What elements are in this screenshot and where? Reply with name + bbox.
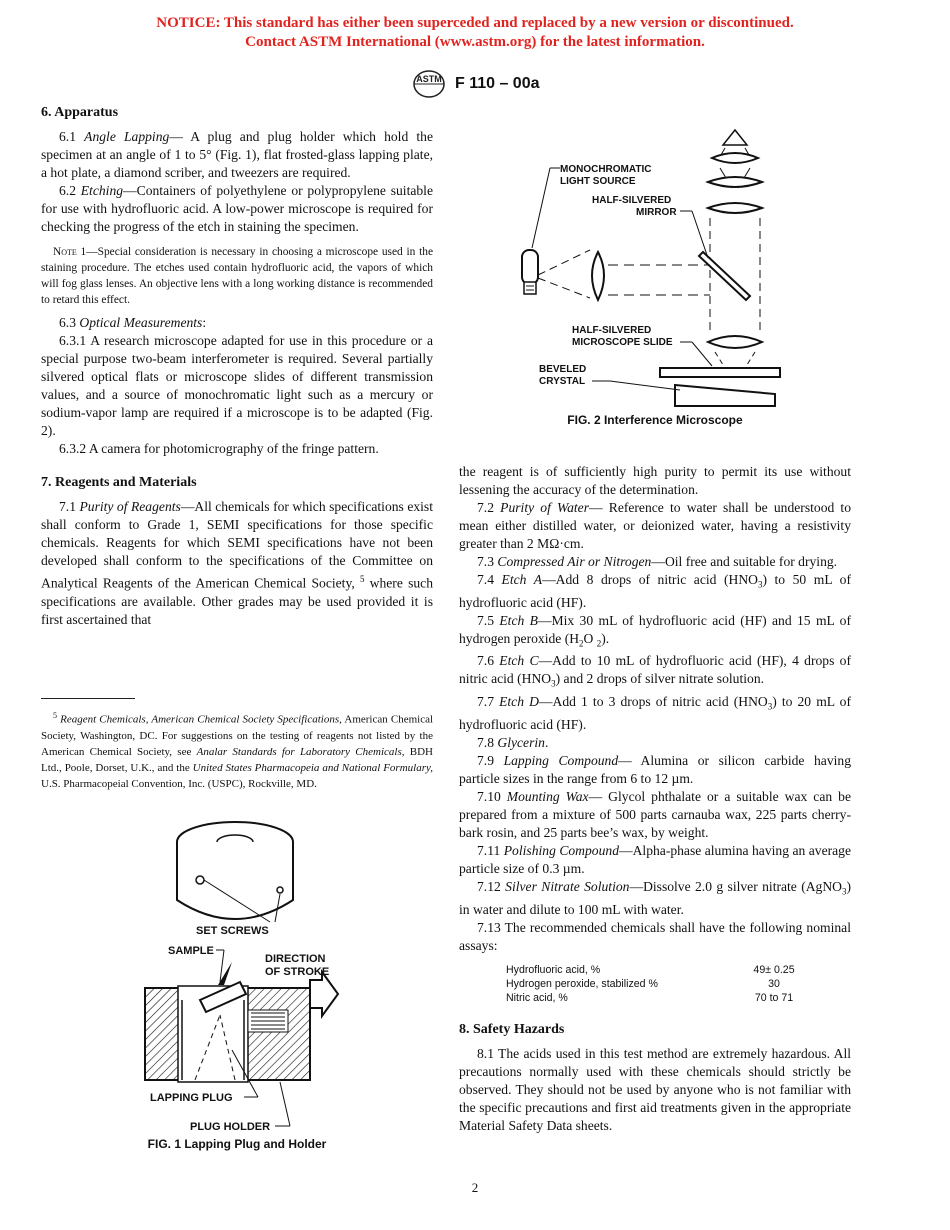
para-7-3: 7.3 Compressed Air or Nitrogen—Oil free and suitable for drying. [477, 554, 838, 569]
label-half-silvered-2: HALF-SILVERED [572, 325, 652, 336]
assay-table [506, 963, 806, 1005]
notice-line-1: NOTICE: This standard has either been superceded and replaced by a new version or discontinued. [156, 15, 794, 31]
assay-value: 49± 0.25 [753, 963, 795, 976]
section-8-title: 8. Safety Hazards [459, 1021, 565, 1037]
para-8-1: 8.1 The acids used in this test method are extremely hazardous. All precautions normally used with these chemicals should strictly be observed. They should not be used by anyone who is not familiar with the specific precautions and first aid treatments given in the appropriate Material Safety Data sheets. [459, 1045, 851, 1133]
assay-value: 70 to 71 [754, 991, 794, 1004]
label-set-screws: SET SCREWS [196, 925, 269, 937]
label-mirror: MIRROR [636, 207, 677, 218]
assay-name: Hydrofluoric acid, % [506, 963, 601, 976]
assay-value: 30 [768, 977, 780, 990]
para-7-13: 7.13 The recommended chemicals shall have the following nominal assays: [459, 919, 851, 953]
label-lapping-plug: LAPPING PLUG [150, 1092, 233, 1104]
logo-text: ASTM [415, 74, 442, 84]
para-6-3-1: 6.3.1 A research microscope adapted for use in this procedure or a special purpose two-beam interferometer is required. Several partially silvered optical flats or microscope slides of different transmission values, and a source of monochromatic light such as a mercury or sodium-vapor lamp are required if a microscope is to be adapted (Fig. 2). [41, 333, 433, 438]
para-6-3-2: 6.3.2 A camera for photomicrography of the fringe pattern. [59, 441, 379, 456]
label-sample: SAMPLE [168, 945, 214, 957]
label-half-silvered-1: HALF-SILVERED [592, 195, 672, 206]
para-7-1-continued: the reagent is of sufficiently high purity to permit its use without lessening the accuracy of the determination. [459, 464, 851, 497]
document-header [0, 69, 950, 99]
table-row [506, 963, 806, 977]
notice-banner [0, 14, 950, 52]
label-plug-holder: PLUG HOLDER [190, 1121, 271, 1133]
label-crystal: CRYSTAL [539, 376, 586, 387]
figure-1-drawing [120, 810, 360, 1140]
para-7-4: 7.4 Etch A—Add 8 drops of nitric acid $(HNO_3)$ to 50 mL of hydrofluoric acid (HF). [459, 572, 852, 610]
label-direction: DIRECTION [265, 953, 326, 965]
figure-1-caption: FIG. 1 Lapping Plug and Holder [147, 1137, 327, 1151]
para-7-8: 7.8 Glycerin. [477, 734, 549, 750]
para-7-1: 7.1 Purity of Reagents—All chemicals for which specifications exist shall conform to Grade 1, SEMI specifications for those specific chemicals. Reagents for which SEMI specifications have not been developed shall conform to the specifications of the Committee on Analytical Reagents of the American Chemical Society, $^5$ where such specifications are available. Other grades may be used provided it is first ascertained that [41, 499, 433, 627]
para-6-1: 6.1 Angle Lapping— A plug and plug holder which hold the specimen at an angle of 1 to 5° (Fig. 1), flat frosted-glass lapping plate, a hot plate, a diamond scriber, and tweezers are required. [41, 129, 433, 180]
section-7-title: 7. Reagents and Materials [41, 475, 197, 490]
assay-name: Hydrogen peroxide, stabilized % [506, 977, 658, 990]
label-monochromatic: MONOCHROMATIC [560, 164, 652, 175]
para-7-11: 7.11 Polishing Compound—Alpha-phase alumina having an average particle size of 0.3 µm. [459, 842, 851, 876]
assay-name: Nitric acid, % [506, 991, 568, 1004]
figure-2-drawing [520, 100, 800, 410]
section-6-title: 6. Apparatus [41, 105, 119, 120]
footnote-5: $^5$ Reagent Chemicals, American Chemical Society Specifications, American Chemical Society, Washington, DC. For suggestions on the testing of reagents not listed by the American Chemical Society, see Analar Standards for Laboratory Chemicals, BDH Ltd., Poole, Dorset, U.K., and the United States Pharmacopeia and National Formulary, U.S. Pharmacopeial Convention, Inc. (USPC), Rockville, MD. [41, 711, 434, 790]
para-7-10: 7.10 Mounting Wax— Glycol phthalate or a suitable wax can be prepared from a mixture of 500 parts carnauba wax, 225 parts cherry-bark rosin, and 25 parts bee’s wax, by weight. [459, 788, 851, 840]
footnote-rule [41, 698, 135, 699]
para-7-12: 7.12 Silver Nitrate Solution—Dissolve 2.0 g silver nitrate (AgNO$_3$) in water and dilute to 100 mL with water. [459, 878, 852, 917]
right-column [459, 463, 851, 1135]
left-column [41, 104, 433, 629]
table-row [506, 977, 806, 991]
para-7-6: 7.6 Etch C—Add to 10 mL of hydrofluoric acid (HF), 4 drops of nitric acid $(HNO_3)$ and 2 drops of silver nitrate solution. [459, 653, 851, 690]
table-row [506, 991, 806, 1005]
note-1: Note 1—Special consideration is necessary in choosing a microscope used in the staining procedure. The etches used contain hydrofluoric acid, the vapors of which will fog glass lenses. An objective lens with a long working distance is recommended to retard this effect. [41, 246, 433, 306]
notice-line-2: Contact ASTM International (www.astm.org) for the latest information. [245, 34, 705, 50]
designation: F 110 – 00a [454, 75, 540, 92]
para-6-2: 6.2 Etching—Containers of polyethylene or polypropylene suitable for use with hydrofluoric acid. A low-power microscope is required for checking the progress of the etch in staining the specimen. [41, 183, 433, 234]
para-6-3: 6.3 Optical Measurements: [59, 315, 207, 330]
label-microscope-slide: MICROSCOPE SLIDE [572, 337, 673, 348]
astm-logo-icon [411, 69, 447, 99]
para-7-5: 7.5 Etch B—Mix 30 mL of hydrofluoric acid (HF) and 15 mL of hydrogen peroxide ($H_2O$ $_2$). [459, 612, 852, 649]
label-of-stroke: OF STROKE [265, 966, 330, 978]
para-7-9: 7.9 Lapping Compound— Alumina or silicon carbide having particle sizes in the range from 6 to 12 µm. [459, 752, 851, 786]
label-beveled: BEVELED [539, 364, 587, 375]
page-number: 2 [471, 1180, 479, 1195]
para-7-2: 7.2 Purity of Water— Reference to water shall be understood to mean either distilled water, or deionized water, having a resistivity greater than 2 MΩ·cm. [459, 500, 852, 551]
figure-2-caption: FIG. 2 Interference Microscope [567, 413, 743, 427]
para-7-7: 7.7 Etch D—Add 1 to 3 drops of nitric acid $(HNO_3)$ to 20 mL of hydrofluoric acid (HF). [459, 694, 851, 732]
label-light-source: LIGHT SOURCE [560, 176, 636, 187]
